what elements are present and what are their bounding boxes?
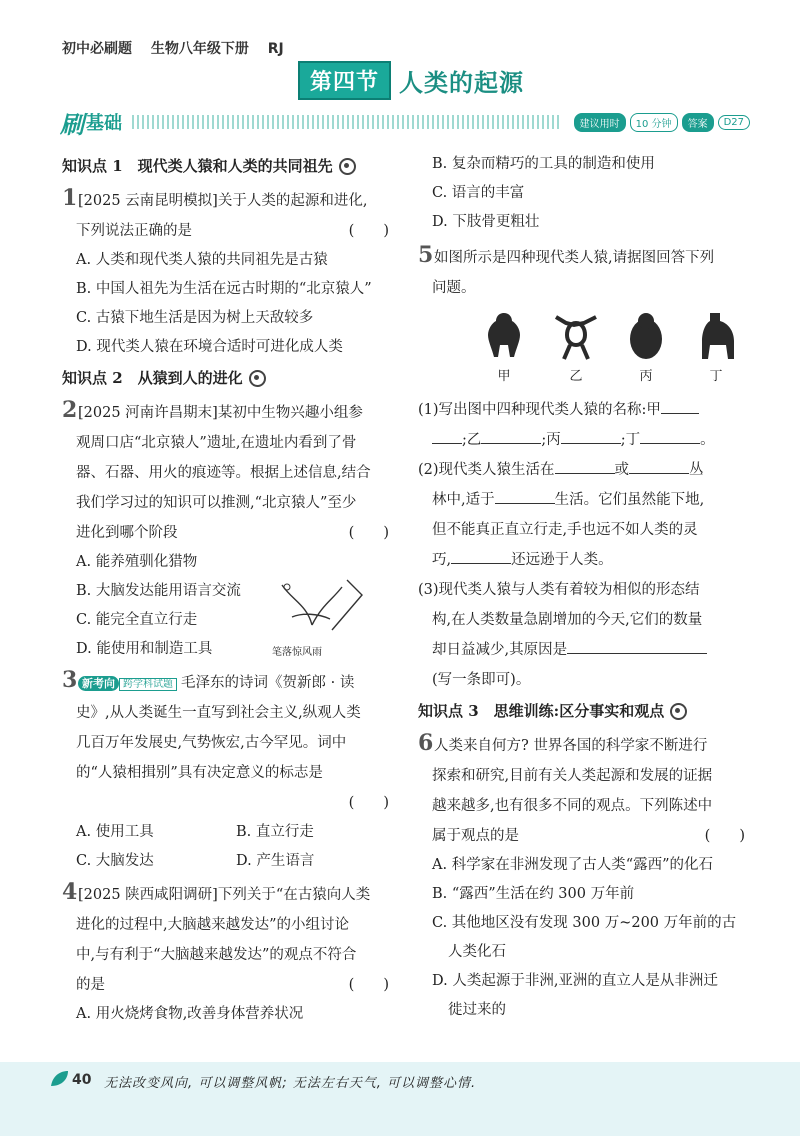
option[interactable]: C. 其他地区没有发现 300 万~200 万年前的古 — [432, 915, 737, 931]
decorative-stripes — [132, 115, 560, 129]
question-number: 4 — [62, 879, 78, 905]
option[interactable]: D. 现代类人猿在环境合适时可进化成人类 — [76, 339, 343, 355]
subject-name: 生物八年级下册 — [150, 41, 249, 57]
target-icon — [670, 703, 687, 720]
option[interactable]: A. 科学家在非洲发现了古人类“露西”的化石 — [432, 857, 714, 873]
page-number: 40 — [72, 1072, 92, 1088]
option[interactable]: D. 下肢骨更粗壮 — [432, 214, 540, 230]
option[interactable]: D. 人类起源于非洲,亚洲的直立人是从非洲迁 — [432, 973, 718, 989]
question-4: 4 [2025 陕西咸阳调研]下列关于“在古猿向人类 进化的过程中,大脑越来越发达”的小组讨论 中,与有利于“大脑越来越发达”的观点不符合 的是 ( ) A. 用火烧烤食物,改善身体营养状况 — [62, 880, 397, 1029]
answer-blank[interactable] — [640, 443, 700, 444]
option-continuation: 徙过来的 — [448, 1002, 506, 1018]
time-value: 10 分钟 — [630, 113, 678, 132]
knowledge-point-1: 知识点 1 现代类人猿和人类的共同祖先 — [62, 156, 397, 176]
option-continuation: 人类化石 — [448, 944, 506, 960]
option[interactable]: B. 大脑发达能用语言交流 — [76, 583, 241, 599]
answer-blank[interactable] — [555, 473, 615, 474]
knowledge-point-2: 知识点 2 从猿到人的进化 — [62, 368, 397, 388]
ape-yi: 乙 — [552, 309, 600, 387]
question-2: 2 [2025 河南许昌期末]某初中生物兴趣小组参 观周口店“北京猿人”遗址,在遗址内看到了骨 器、石器、用火的痕迹等。根据上述信息,结合 我们学习过的知识可以推测,“北京猿人”至少 进化到哪个阶段 ( ) A. 能养殖驯化猎物 B. 大脑发达能用语言交流 C. 能完全直立行走 D. 能使用和制造工具 — [62, 398, 397, 664]
answer-paren: ( ) — [348, 795, 389, 811]
ape-jia: 甲 — [482, 309, 526, 387]
new-direction-badge: 新考向 — [78, 676, 119, 691]
answer-blank[interactable] — [432, 443, 462, 444]
option[interactable]: D. 产生语言 — [236, 853, 315, 869]
question-6: 6 人类来自何方? 世界各国的科学家不断进行 探索和研究,目前有关人类起源和发展的证据 越来越多,也有很多不同的观点。下列陈述中 属于观点的是 ( ) A. 科学家在非洲发现了古人类“露西”的化石 B. “露西”生活在约 300 万年前 C. 其他地区没有发现 300 万~200 万年前的古 人类化石 D. 人类起源于非洲,亚洲的直立人是从非洲迁 徙过来的 — [418, 731, 753, 1025]
option[interactable]: D. 能使用和制造工具 — [76, 641, 213, 657]
option[interactable]: A. 使用工具 — [76, 824, 154, 840]
ape-silhouette-icon — [692, 309, 740, 361]
cross-subject-badge: 跨学科试题 — [119, 678, 177, 691]
answer-blank[interactable] — [629, 473, 689, 474]
crane-quill-icon — [262, 575, 382, 645]
option[interactable]: B. 直立行走 — [236, 824, 314, 840]
answer-blank[interactable] — [661, 413, 699, 414]
question-number: 1 — [62, 185, 78, 211]
ape-figure — [418, 309, 753, 387]
answer-page: D27 — [718, 115, 750, 130]
edition: RJ — [267, 41, 284, 57]
section-name: 人类的起源 — [399, 67, 525, 97]
option[interactable]: C. 大脑发达 — [76, 853, 154, 869]
answer-blank[interactable] — [451, 563, 511, 564]
running-header — [62, 38, 298, 58]
answer-paren: ( ) — [348, 525, 389, 541]
page-footer — [0, 1062, 800, 1136]
right-column — [418, 150, 753, 1029]
answer-paren: ( ) — [348, 223, 389, 239]
answer-paren: ( ) — [704, 828, 745, 844]
leaf-icon — [48, 1068, 70, 1090]
knowledge-point-3: 知识点 3 思维训练:区分事实和观点 — [418, 701, 753, 721]
answer-blank[interactable] — [481, 443, 541, 444]
option[interactable]: B. 复杂而精巧的工具的制造和使用 — [432, 156, 655, 172]
question-number: 6 — [418, 730, 434, 756]
ape-silhouette-icon — [552, 309, 600, 361]
section-title — [298, 60, 524, 100]
answer-blank[interactable] — [495, 503, 555, 504]
option[interactable]: A. 用火烧烤食物,改善身体营养状况 — [76, 1006, 304, 1022]
option[interactable]: C. 古猿下地生活是因为树上天敌较多 — [76, 310, 314, 326]
quill-sketch-illustration — [262, 575, 382, 658]
question-3: 3 新考向 跨学科试题 毛泽东的诗词《贺新郎 · 读 史》,从人类诞生一直写到社会主义,纵观人类 几百万年发展史,气势恢宏,古今罕见。词中 的“人猿相揖别”具有决定意义的标志是 ( ) A. 使用工具 B. 直立行走 C. 大脑发达 D. 产生语言 — [62, 668, 397, 876]
answer-label: 答案 — [682, 113, 714, 132]
section-number: 第四节 — [298, 61, 391, 100]
footer-motto: 无法改变风向, 可以调整风帆; 无法左右天气, 可以调整心情. — [104, 1076, 477, 1091]
question-number: 3 — [62, 667, 78, 693]
option[interactable]: C. 语言的丰富 — [432, 185, 525, 201]
question-text: [2025 云南昆明模拟]关于人类的起源和进化, — [78, 193, 368, 209]
option[interactable]: C. 能完全直立行走 — [76, 612, 198, 628]
option[interactable]: B. 中国人祖先为生活在远古时期的“北京猿人” — [76, 281, 372, 297]
time-label: 建议用时 — [574, 113, 626, 132]
sketch-caption: 笔落惊风雨 — [272, 647, 322, 658]
target-icon — [249, 370, 266, 387]
ape-ding: 丁 — [692, 309, 740, 387]
answer-blank[interactable] — [561, 443, 621, 444]
target-icon — [339, 158, 356, 175]
answer-blank[interactable] — [567, 653, 707, 654]
question-number: 2 — [62, 397, 78, 423]
brand-mark: 刷 — [60, 110, 84, 139]
question-1: 1 [2025 云南昆明模拟]关于人类的起源和进化, 下列说法正确的是 ( ) A. 人类和现代类人猿的共同祖先是古猿 B. 中国人祖先为生活在远古时期的“北京猿人” C. 古猿下地生活是因为树上天敌较多 D. 现代类人猿在环境合适时可进化成人类 — [62, 186, 397, 362]
ape-bing: 丙 — [626, 309, 666, 387]
basics-bar — [60, 108, 750, 139]
basics-label: 基础 — [86, 113, 122, 134]
option[interactable]: A. 人类和现代类人猿的共同祖先是古猿 — [76, 252, 328, 268]
option[interactable]: A. 能养殖驯化猎物 — [76, 554, 198, 570]
ape-silhouette-icon — [482, 309, 526, 361]
question-5: 5 如图所示是四种现代类人猿,请据图回答下列 问题。 甲 乙 丙 丁 (1)写出图中四种现代类人猿的名称:甲 ;乙 ;丙 ;丁 。 (2)现代类人猿生活在 或 丛 林中,适于 生活。它们虽然能下地, 但不能真正直立行走,手也远不如人类的灵 巧, 还远逊于人类。 (3)现代类人猿与人类有着较为相似的形态结 构,在人类数量急剧增加的今天,它们的数量 却日益减少,其原因是 (写一条即可)。 — [418, 243, 753, 695]
option[interactable]: B. “露西”生活在约 300 万年前 — [432, 886, 635, 902]
question-number: 5 — [418, 242, 434, 268]
book-name: 初中必刷题 — [62, 41, 132, 57]
answer-paren: ( ) — [348, 977, 389, 993]
ape-silhouette-icon — [626, 309, 666, 361]
